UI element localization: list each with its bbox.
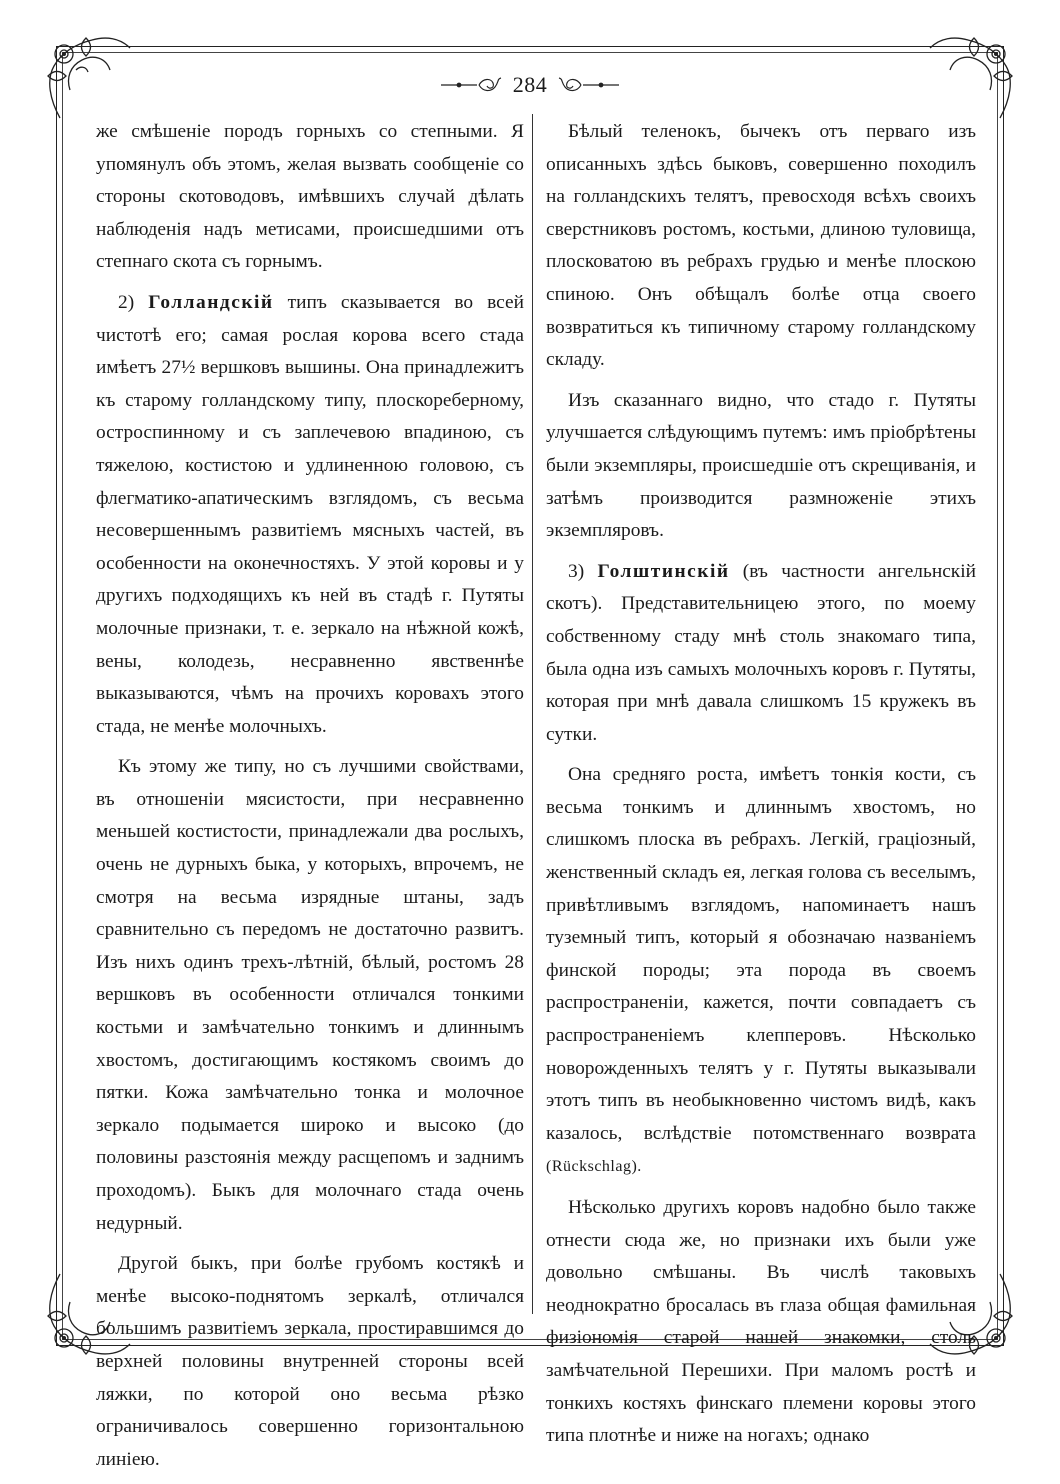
page-number: 284 [512,72,548,97]
paragraph [546,759,976,1184]
paragraph-text: Она средняго роста, имѣетъ тонкія кости, съ весьма тонкимъ и длиннымъ хвостомъ, но слишкомъ плоска въ ребрахъ. Легкій, граціозный, женственный складъ ея, легкая голова съ веселымъ, привѣтливымъ взглядомъ, напоминаетъ нашъ туземный типъ, который я обозначаю названіемъ финской породы; эта порода въ своемъ распространеніи, кажется, почти совпадаетъ съ распространеніемъ клепперовъ. Нѣсколько новорожденныхъ телятъ у г. Путяты выказывали этотъ типъ въ необыкновенно чистомъ видѣ, какъ казалось, вслѣдствіе потомственнаго возврата [546,764,976,1144]
paragraph: Къ этому же типу, но съ лучшими свойствами, въ отношеніи мясистости, при несравненно меньшей костистости, принадлежали два рослыхъ, очень не дурныхъ быка, у которыхъ, впрочемъ, не смотря на весьма изрядные штаны, задъ сравнительно съ передомъ не достаточно развитъ. Изъ нихъ одинъ трехъ-лѣтній, бѣлый, ростомъ 28 вершковъ въ особенности отличался тонкими костьми и замѣчательно тонкимъ и длиннымъ хвостомъ, достигающимъ костякомъ своимъ до пятки. Кожа замѣчательно тонка и молочное зеркало подымается широко и высоко (до половины разстоянія между расщепомъ и заднимъ проходомъ). Быкъ для молочнаго стада очень недурный. [96,756,524,1234]
paragraph: Другой быкъ, при болѣе грубомъ костякѣ и менѣе высоко-поднятомъ зеркалѣ, отличался большимъ развитіемъ зеркала, простиравшимся до верхней половины внутренней стороны всей ляжки, по которой оно весьма рѣзко ограничивалось совершенно горизонтальною линіею. [96,1253,524,1470]
paragraph: Бѣлый теленокъ, бычекъ отъ перваго изъ описанныхъ здѣсь быковъ, совершенно походилъ на голландскихъ телятъ, превосходя всѣхъ своихъ сверстниковъ ростомъ, костьми, длиною туловища, плосковатою въ ребрахъ грудью и менѣе плоскою спиною. Онъ обѣщалъ болѣе отца своего возвратиться къ типичному старому голландскому складу. [546,121,976,371]
paragraph [96,287,524,743]
paragraph [546,556,976,752]
paragraph-text: типъ сказывается во всей чистотѣ его; самая рослая корова всего стада имѣетъ 27½ вершковъ вышины. Она принадлежитъ къ старому голландскому типу, плоскореберному, остроспинному и съ заплечевою впадиною, съ тяжелою, костистою и удлиненною головою, съ флегматико-апатическимъ взглядомъ, съ весьма несовершеннымъ развитіемъ мясныхъ частей, въ особенности на оконечностяхъ. У этой коровы и у другихъ подходящихъ къ ней въ стадѣ г. Путяты молочные признаки, т. е. зеркало на нѣжной кожѣ, вены, колодезь, несравненно явственнѣе выказываются, чѣмъ на прочихъ коровахъ этого стада, не менѣе молочныхъ. [96,291,524,737]
scroll-ornament-right-icon [557,75,621,95]
breed-term: Голландскій [148,291,274,313]
paragraph: Нѣсколько другихъ коровъ надобно было также отнести сюда же, но признаки ихъ были уже довольно смѣшаны. Въ числѣ таковыхъ неоднократно бросалась въ глаза общая фамильная физіономія старой нашей знакомки, столь замѣчательной Перешихи. При маломъ ростѣ и тонкихъ костяхъ финскаго племени коровы этого типа плотнѣе и ниже на ногахъ; однако [546,1197,976,1447]
text-column-left [96,116,524,1484]
text-column-right [546,116,976,1461]
page-header [0,70,1060,100]
paragraph: Изъ сказаннаго видно, что стадо г. Путяты улучшается слѣдующимъ путемъ: имъ пріобрѣтены были экземпляры, происшедшіе отъ скрещиванія, и затѣмъ производится размноженіе этихъ экземпляровъ. [546,389,976,542]
foreign-term: (Rückschlag). [546,1158,642,1176]
list-number: 3) [568,560,598,582]
breed-term: Голштинскій [597,560,730,582]
column-divider [532,114,533,1314]
list-number: 2) [118,291,149,313]
scroll-ornament-left-icon [439,75,503,95]
paragraph: же смѣшеніе породъ горныхъ со степными. Я упомянулъ объ этомъ, желая вызвать сообщеніе со стороны скотоводовъ, имѣвшихъ случай дѣлать наблюденія надъ метисами, происшедшими отъ степнаго скота съ горнымъ. [96,121,524,273]
paragraph-text: (въ частности ангельнскій скотъ). Представительницею этого, по моему собственному стаду мнѣ столь знакомаго типа, была одна изъ самыхъ молочныхъ коровъ г. Путяты, которая при мнѣ давала слишкомъ 15 кружекъ въ сутки. [546,560,976,745]
